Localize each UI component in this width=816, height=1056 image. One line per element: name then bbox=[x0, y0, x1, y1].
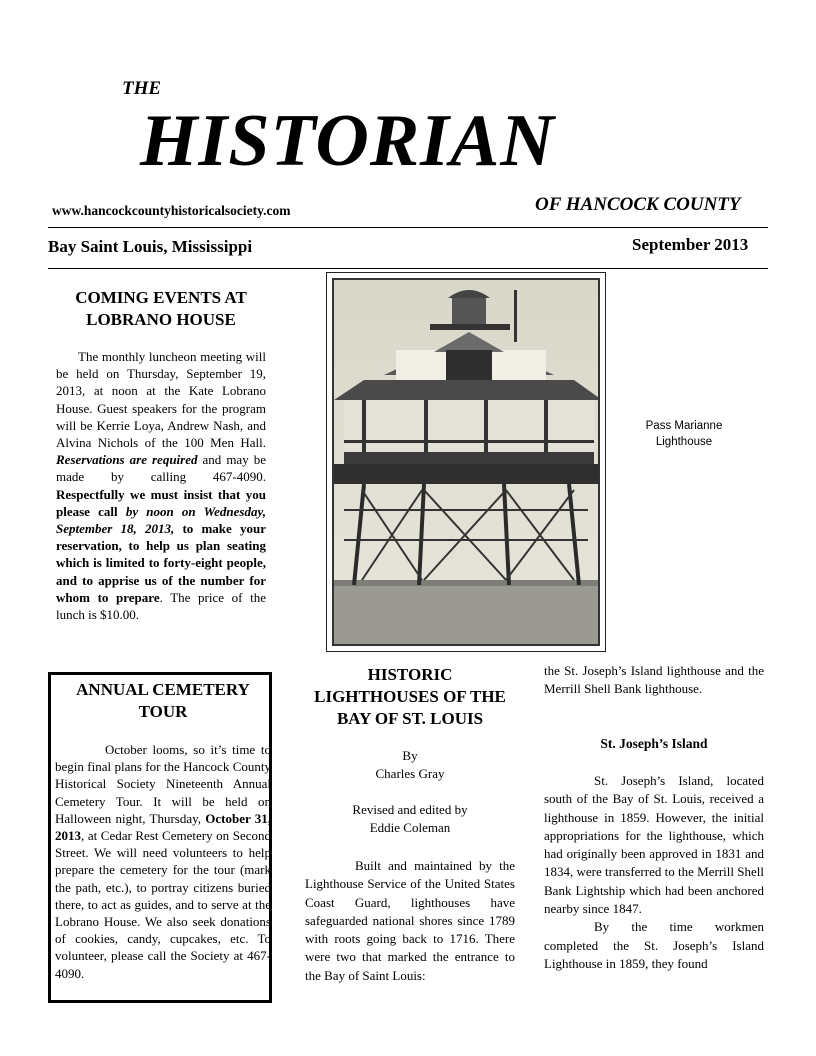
website-link[interactable]: www.hancockcountyhistoricalsociety.com bbox=[52, 203, 291, 218]
caption-line-1: Pass Marianne bbox=[645, 420, 723, 432]
byline-author: Charles Gray bbox=[375, 766, 445, 781]
events-text-cont: and may be made by calling 467-4090. bbox=[56, 452, 266, 485]
lighthouse-illustration bbox=[334, 280, 598, 644]
lighthouses-paragraph-1-cont: the St. Joseph’s Island lighthouse and the Merrill Shell Bank lighthouse. bbox=[544, 663, 764, 697]
cemetery-paragraph bbox=[55, 741, 271, 982]
masthead-title: HISTORIAN bbox=[140, 100, 555, 182]
caption-line-2: Lighthouse bbox=[655, 436, 713, 448]
cemetery-text: October looms, so it’s time to begin final plans for the Hancock County Historical Society Nineteenth Annual Cemetery Tour. It will be held on Halloween night, Thursday, bbox=[55, 742, 271, 826]
lighthouse-photo bbox=[332, 278, 600, 646]
location: Bay Saint Louis, Mississippi bbox=[48, 237, 253, 256]
cemetery-article bbox=[55, 741, 271, 982]
events-bold-text: Respectfully we must insist that you please call bbox=[56, 486, 266, 519]
byline bbox=[304, 747, 516, 837]
cemetery-heading: ANNUAL CEMETERY TOUR bbox=[76, 680, 250, 721]
events-text: The monthly luncheon meeting will be held on Thursday, September 19, 2013, at noon at the Kate Lobrano House. Guest speakers for the program will be Kerrie Loya, Andrew Nash, and Alvina Nichols of the 100 Men Hall. bbox=[56, 349, 266, 451]
events-bold-text-2: to make your reservation, to help us plan seating which is limited to forty-eight people, and to apprise us of the number for whom to prepare bbox=[56, 521, 266, 605]
photo-caption bbox=[628, 418, 740, 450]
byline-by: By bbox=[402, 748, 418, 763]
divider-bottom bbox=[48, 268, 768, 269]
st-josephs-paragraph-1: St. Joseph’s Island, located south of the Bay of St. Louis, received a lighthouse in 1859. However, the initial appropriations for the lighthouse, which had originally been approved in 1831 and 1834, were transferred to the Merrill Shell Bank Lightship which had been anchored nearby since 1847. bbox=[544, 773, 764, 917]
events-price: . The price of the lunch is $10.00. bbox=[56, 589, 266, 623]
cemetery-date: October 31, 2013 bbox=[55, 810, 271, 844]
masthead-county: OF HANCOCK COUNTY bbox=[535, 194, 741, 215]
events-heading: COMING EVENTS AT LOBRANO HOUSE bbox=[75, 288, 247, 329]
st-josephs-article bbox=[544, 772, 764, 973]
lighthouses-paragraph-1: Built and maintained by the Lighthouse Service of the United States Coast Guard, lighthouses have safeguarded national shores since 1789 with roots going back to 1716. There were two that marked the entrance to the Bay of Saint Louis: bbox=[305, 858, 515, 983]
st-josephs-heading: St. Joseph’s Island bbox=[600, 736, 708, 751]
issue-date: September 2013 bbox=[632, 235, 749, 254]
st-josephs-paragraph-2: By the time workmen completed the St. Joseph’s Island Lighthouse in 1859, they found bbox=[544, 919, 764, 971]
lighthouses-body-col2 bbox=[305, 857, 515, 985]
masthead-the: THE bbox=[122, 78, 162, 99]
events-reservations-note: Reservations are required bbox=[56, 452, 198, 468]
cemetery-text-cont: , at Cedar Rest Cemetery on Second Street. We will need volunteers to help prepare the cemetery for the tour (mark the path, etc.), to portray citizens buried there, to act as guides, and to serve at the Lobrano House. We also seek donations of cookies, candy, cupcakes, etc. To volunteer, please call the Society at 467-4090. bbox=[55, 828, 271, 981]
byline-revised: Revised and edited by bbox=[352, 802, 468, 817]
events-deadline: by noon on Wednesday, September 18, 2013, bbox=[56, 503, 267, 537]
lighthouses-body-col3 bbox=[544, 662, 764, 699]
byline-editor: Eddie Coleman bbox=[369, 820, 451, 835]
divider-top bbox=[48, 227, 768, 228]
events-paragraph bbox=[56, 348, 266, 623]
events-article bbox=[56, 348, 266, 623]
lighthouses-heading: HISTORIC LIGHTHOUSES OF THE BAY OF ST. LOUIS bbox=[314, 665, 506, 728]
